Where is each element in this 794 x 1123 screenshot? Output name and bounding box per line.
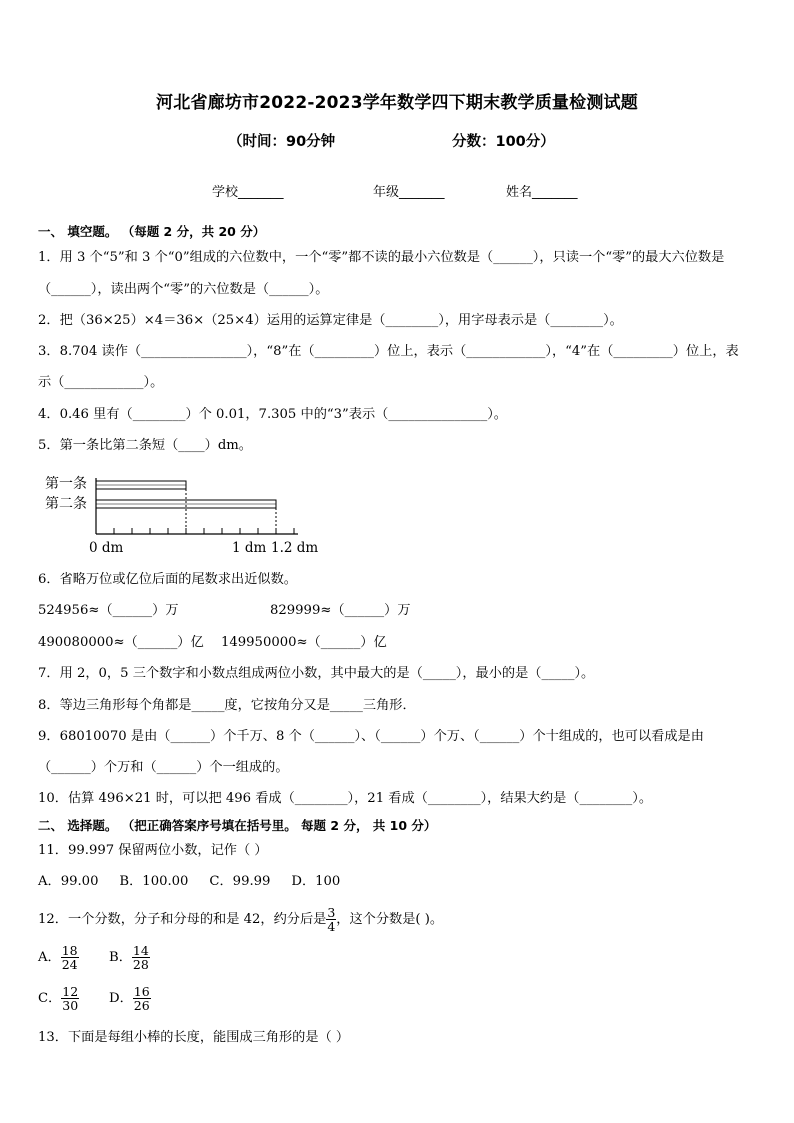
question-5: 5．第一条比第二条短（____）dm。 [38, 438, 252, 453]
school-field[interactable]: 学校_______ [212, 185, 284, 200]
section-heading-fill-blank: 一、 填空题。 （每题 2 分，共 20 分） [38, 224, 266, 239]
tick-label-1: 1 dm [232, 540, 267, 556]
section-heading-choice: 二、 选择题。 （把正确答案序号填在括号里。 每题 2 分， 共 10 分） [38, 818, 437, 833]
question-9-line-1: 9．68010070 是由（______）个千万、8 个（______）、（______）个万、（______）个十组成的，也可以看成是由 [38, 729, 704, 744]
question-4: 4．0.46 里有（________）个 0.01，7.305 中的“3”表示（_______________）。 [38, 407, 507, 422]
ruler-figure [40, 470, 340, 556]
question-3-line-2: 示（____________）。 [38, 375, 164, 390]
question-2: 2．把（36×25）×4＝36×（25×4）运用的运算定律是（________），用字母表示是（________）。 [38, 313, 623, 328]
question-12-text-after: ，这个分数是( )。 [336, 912, 444, 927]
option-c[interactable]: C． $\frac{12}{30}$ [38, 984, 79, 1013]
question-11-options: A．99.00 B．100.00 C．99.99 D．100 [38, 874, 341, 889]
question-1-line-1: 1．用 3 个“5”和 3 个“0”组成的六位数中，一个“零”都不读的最小六位数是（______），只读一个“零”的最大六位数是 [38, 250, 725, 265]
question-10: 10．估算 496×21 时，可以把 496 看成（________），21 看成（________），结果大约是（________）。 [38, 791, 653, 806]
fraction-three-quarters: $\frac{3}{4}$ [327, 905, 336, 934]
question-6d: 149950000≈（______）亿 [221, 635, 387, 650]
question-6: 6．省略万位或亿位后面的尾数求出近似数。 [38, 572, 297, 587]
question-11: 11．99.997 保留两位小数，记作（ ） [38, 843, 268, 858]
ruler-ticks [96, 528, 294, 534]
exam-time: （时间：90分钟 [228, 134, 336, 150]
grade-field[interactable]: 年级_______ [373, 185, 445, 200]
bar-label-first: 第一条 [45, 476, 87, 492]
question-12 [38, 906, 443, 934]
question-6c: 490080000≈（______）亿 [38, 635, 204, 650]
bar-label-second: 第二条 [45, 496, 87, 512]
tick-label-0: 0 dm [89, 540, 124, 556]
page-title: 河北省廊坊市2022-2023学年数学四下期末教学质量检测试题 [156, 93, 638, 113]
question-1-line-2: （______），读出两个“零”的六位数是（______）。 [38, 282, 329, 297]
question-9-line-2: （______）个万和（______）个一组成的。 [38, 760, 289, 775]
exam-score: 分数：100分） [452, 134, 555, 150]
option-d[interactable]: D． $\frac{16}{26}$ [109, 984, 150, 1013]
question-7: 7．用 2，0，5 三个数字和小数点组成两位小数，其中最大的是（_____），最小的是（_____）。 [38, 666, 595, 681]
name-field[interactable]: 姓名_______ [506, 185, 578, 200]
option-b[interactable]: B． $\frac{14}{28}$ [109, 943, 149, 972]
question-6b: 829999≈（______）万 [270, 603, 411, 618]
question-6a: 524956≈（______）万 [38, 603, 179, 618]
question-8: 8．等边三角形每个角都是_____度，它按角分又是_____三角形． [38, 698, 416, 713]
tick-label-1-2: 1.2 dm [271, 540, 319, 556]
option-a[interactable]: A． $\frac{18}{24}$ [38, 943, 78, 972]
question-13: 13．下面是每组小棒的长度，能围成三角形的是（ ） [38, 1030, 350, 1045]
question-12-text-before: 12．一个分数，分子和分母的和是 42，约分后是 [38, 912, 327, 927]
question-3-line-1: 3．8.704 读作（________________），“8”在（_________）位上，表示（____________），“4”在（_________）位上，表 [38, 344, 739, 359]
